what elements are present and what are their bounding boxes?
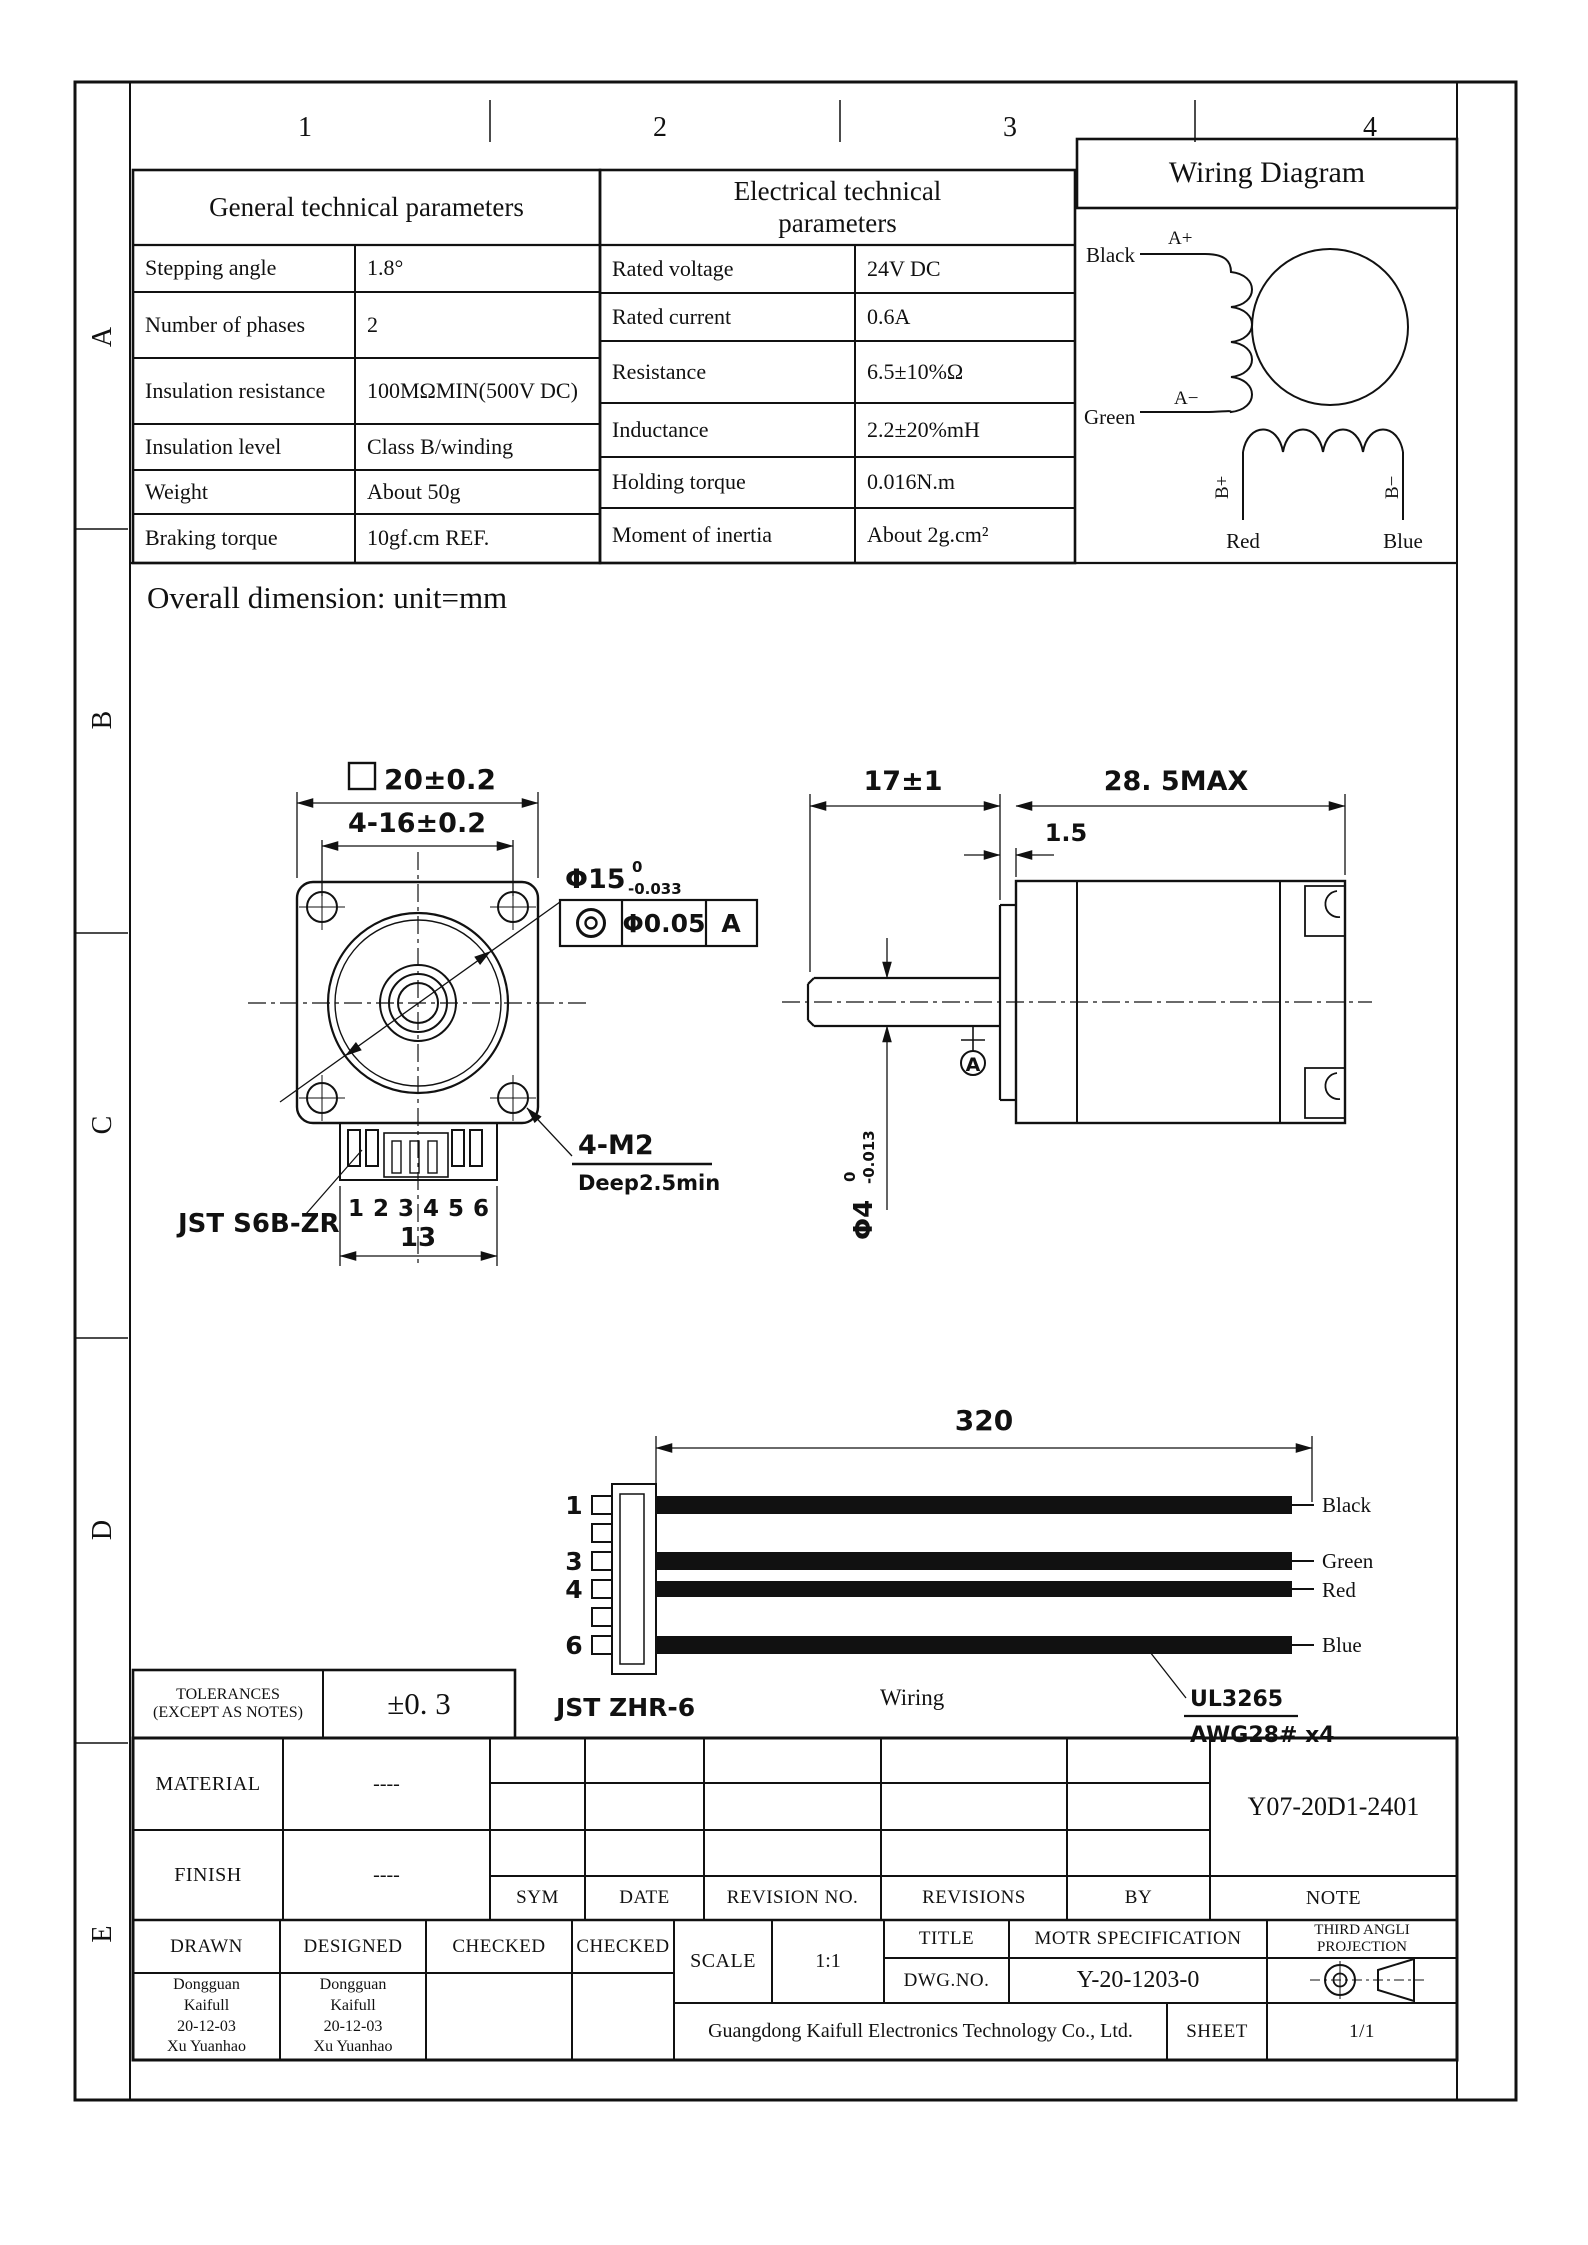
projection-line1: THIRD ANGLI <box>1314 1921 1410 1938</box>
pin-number: 2 <box>372 1196 390 1222</box>
zone-number: 4 <box>1363 112 1377 143</box>
table-row-value: 6.5±10%Ω <box>867 358 964 384</box>
wire-spec-line2: AWG28# x4 <box>1190 1723 1335 1748</box>
drawn-line: Xu Yuanhao <box>167 2038 246 2056</box>
dim-hole-spacing: 4-16±0.2 <box>347 808 487 839</box>
datum-letter: A <box>965 1054 981 1076</box>
table-row-label: Moment of inertia <box>612 522 773 548</box>
pin-number: 4 <box>422 1196 440 1222</box>
designed-line: 20-12-03 <box>323 2017 383 2035</box>
wire-label-blue: Blue <box>1383 529 1423 553</box>
note-label: NOTE <box>1305 1886 1362 1909</box>
zone-letter: D <box>87 1519 118 1541</box>
designed-value <box>282 1975 424 2058</box>
harness <box>592 1436 1314 1716</box>
screw-depth: Deep2.5min <box>578 1171 721 1195</box>
company-name: Guangdong Kaifull Electronics Technology Co., Ltd. <box>708 2020 1133 2042</box>
tolerances-value: ±0. 3 <box>387 1686 451 1722</box>
table-row-label: Braking torque <box>145 525 278 551</box>
designed-line: Kaifull <box>330 1996 376 2014</box>
pin-number: 6 <box>472 1196 490 1222</box>
section-title: Overall dimension: unit=mm <box>147 580 508 615</box>
dim-pilot-tol-upper: 0 <box>632 858 643 876</box>
harness-pin: 4 <box>565 1575 583 1604</box>
dim-pilot-dia: Φ15 <box>565 864 626 895</box>
table-row-label: Stepping angle <box>145 255 277 281</box>
zone-number: 2 <box>653 112 667 143</box>
wire-label-black: Black <box>1086 243 1135 267</box>
harness-pin: 6 <box>565 1631 583 1660</box>
pin-number: 1 <box>347 1196 365 1222</box>
table-row-label: Insulation level <box>145 433 282 459</box>
table-row-label: Number of phases <box>145 311 306 337</box>
harness-connector <box>592 1484 656 1674</box>
fcf-tolerance: Φ0.05 <box>622 909 706 938</box>
zone-letter: A <box>87 326 118 348</box>
table-row-label: Rated current <box>612 303 732 329</box>
scale-label: SCALE <box>690 1950 756 1972</box>
checked2-label: CHECKED <box>576 1935 670 1957</box>
square-symbol <box>349 763 375 789</box>
material-value: ---- <box>373 1772 400 1795</box>
table-row-label: Inductance <box>612 416 709 442</box>
wire-spec-line1: UL3265 <box>1190 1687 1284 1712</box>
dim-shaft-dia: Φ4 <box>849 1199 879 1240</box>
wiring-diagram-title: Wiring Diagram <box>1168 156 1366 190</box>
table-row-value: About 2g.cm² <box>867 522 989 548</box>
drawn-line: 20-12-03 <box>177 2017 236 2035</box>
dim-square-width: 20±0.2 <box>384 763 497 796</box>
harness-wires <box>656 1496 1292 1654</box>
projection-line2: PROJECTION <box>1316 1939 1407 1955</box>
harness-wire-black: Black <box>1322 1493 1371 1517</box>
harness-pin: 1 <box>565 1491 583 1520</box>
finish-label: FINISH <box>174 1863 242 1886</box>
finish-value: ---- <box>373 1863 400 1886</box>
sheet-value: 1/1 <box>1349 2020 1375 2042</box>
terminal-b-plus: B+ <box>1212 475 1233 499</box>
dim-boss-thickness: 1.5 <box>1044 819 1088 847</box>
tolerances-label-line2: (EXCEPT AS NOTES) <box>153 1704 303 1721</box>
table-row-label: Insulation resistance <box>145 377 326 403</box>
dwg-value: Y-20-1203-0 <box>1076 1966 1200 1993</box>
zone-letters <box>87 326 118 1942</box>
drawn-label: DRAWN <box>170 1935 243 1957</box>
harness-connector-label: JST ZHR-6 <box>556 1693 696 1722</box>
designed-line: Xu Yuanhao <box>313 2038 393 2056</box>
pin-number: 3 <box>397 1196 415 1222</box>
rev-header-sym: SYM <box>516 1887 559 1909</box>
table-row-value: 100MΩMIN(500V DC) <box>367 377 578 403</box>
tolerances-label-line1: TOLERANCES <box>176 1686 280 1703</box>
table-row-label: Rated voltage <box>612 255 734 281</box>
dim-body-length: 28. 5MAX <box>1103 766 1249 797</box>
front-connector-label: JST S6B-ZR <box>178 1209 340 1239</box>
wire-label-green: Green <box>1084 405 1136 429</box>
dim-shaft-length: 17±1 <box>863 766 943 797</box>
rev-header-revision-no: REVISION NO. <box>726 1887 859 1909</box>
terminal-b-minus: B− <box>1382 475 1403 499</box>
wire-label-red: Red <box>1226 529 1260 553</box>
harness-wire-blue: Blue <box>1322 1633 1362 1657</box>
harness-pin: 3 <box>565 1547 583 1576</box>
concentricity-icon <box>578 910 605 937</box>
table-row-value: 2.2±20%mH <box>867 416 980 442</box>
dim-harness-length: 320 <box>954 1404 1014 1437</box>
scale-value: 1:1 <box>815 1950 841 1972</box>
harness-texts <box>554 1404 1374 1748</box>
dim-pilot-tol-lower: -0.033 <box>628 880 682 898</box>
table-row-label: Weight <box>145 478 208 504</box>
table-row-label: Resistance <box>612 358 707 384</box>
pin-number: 5 <box>447 1196 465 1222</box>
rev-header-date: DATE <box>619 1887 670 1909</box>
zone-letter: B <box>87 710 118 730</box>
table-row-value: 10gf.cm REF. <box>367 525 490 551</box>
phase-b-coil <box>1243 430 1403 453</box>
table-row-value: Class B/winding <box>367 433 514 459</box>
checked-label: CHECKED <box>452 1935 546 1957</box>
dwg-label: DWG.NO. <box>903 1969 990 1991</box>
part-number: Y07-20D1-2401 <box>1247 1792 1420 1822</box>
zone-letter: E <box>87 1925 118 1943</box>
terminal-a-plus: A+ <box>1168 228 1193 249</box>
sheet-label: SHEET <box>1186 2020 1248 2042</box>
side-view-texts <box>841 766 1248 1240</box>
harness-wire-red: Red <box>1322 1578 1356 1602</box>
table-row-value: 1.8° <box>367 255 404 281</box>
dim-shaft-tol-upper: 0 <box>841 1171 859 1182</box>
designed-label: DESIGNED <box>303 1935 403 1957</box>
title-label: TITLE <box>918 1928 975 1950</box>
projection-label <box>1269 1922 1455 1956</box>
rev-header-by: BY <box>1124 1887 1153 1909</box>
zone-number: 1 <box>298 112 312 143</box>
table-row-value: About 50g <box>367 478 461 504</box>
screw-spec: 4-M2 <box>578 1130 654 1161</box>
wiring-diagram-schematic <box>1140 249 1408 520</box>
harness-caption: Wiring <box>880 1685 945 1710</box>
dim-shaft-tol-lower: -0.013 <box>860 1130 878 1184</box>
motor-circle <box>1252 249 1408 405</box>
title-value: MOTR SPECIFICATION <box>1034 1928 1242 1950</box>
terminal-a-minus: A− <box>1174 388 1199 409</box>
wiring-diagram-labels <box>1084 228 1423 553</box>
dim-connector-width: 13 <box>399 1223 437 1253</box>
projection-symbol-icon <box>1310 1959 1424 2001</box>
table-row-label: Holding torque <box>612 469 746 495</box>
table-row-value: 2 <box>367 311 378 337</box>
table-row-value: 24V DC <box>867 255 941 281</box>
drawn-line: Kaifull <box>183 1996 230 2014</box>
general-table-title: General technical parameters <box>209 191 524 222</box>
drawn-value <box>135 1975 278 2058</box>
material-label: MATERIAL <box>155 1772 261 1795</box>
electrical-table-title: Electrical technical parameters <box>733 176 942 238</box>
table-row-value: 0.016N.m <box>867 469 955 495</box>
drawn-line: Dongguan <box>173 1975 240 1993</box>
zone-letter: C <box>87 1115 118 1135</box>
harness-wire-green: Green <box>1322 1549 1374 1573</box>
rev-header-revisions: REVISIONS <box>922 1887 1026 1909</box>
designed-line: Dongguan <box>319 1975 387 1993</box>
zone-number: 3 <box>1003 112 1017 143</box>
table-row-value: 0.6A <box>867 303 911 329</box>
fcf-datum: A <box>721 909 741 938</box>
